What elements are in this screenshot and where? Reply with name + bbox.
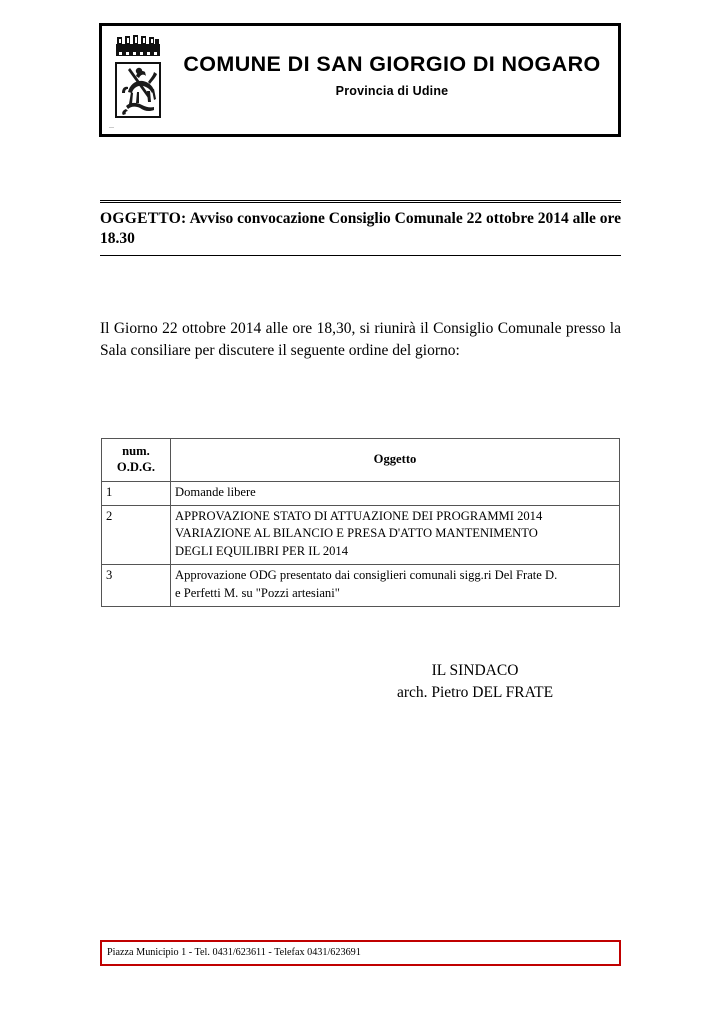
table-row	[102, 505, 620, 565]
agenda-table	[101, 438, 620, 607]
agenda-table-body	[102, 481, 620, 606]
crest-baseline-mark: —	[109, 126, 114, 131]
table-header-row	[102, 439, 620, 482]
body-paragraph: Il Giorno 22 ottobre 2014 alle ore 18,30, si riunirà il Consiglio Comunale presso la Sala consiliare per discutere il seguente ordine del giorno:	[100, 320, 621, 360]
header-cell-oggetto: Oggetto	[171, 439, 620, 482]
province-name: Provincia di Udine	[335, 83, 449, 98]
signature-block	[330, 660, 620, 705]
row-object-line: APPROVAZIONE STATO DI ATTUAZIONE DEI PROGRAMMI 2014	[175, 508, 543, 523]
subject-text: Avviso convocazione Consiglio Comunale 22 ottobre 2014 alle ore 18.30	[100, 210, 621, 248]
row-object-line: VARIAZIONE AL BILANCIO E PRESA D'ATTO MANTENIMENTO	[175, 526, 538, 541]
row-object-line: Domande libere	[175, 484, 256, 499]
letterhead-box	[99, 23, 621, 137]
table-row	[102, 565, 620, 607]
row-number: 1	[102, 481, 171, 505]
header-num-line1: num.	[122, 444, 150, 458]
signature-role: IL SINDACO	[431, 662, 519, 679]
signature-name: arch. Pietro DEL FRATE	[396, 684, 554, 702]
row-object	[171, 505, 620, 565]
footer-box	[100, 940, 621, 966]
row-object	[171, 565, 620, 607]
header-cell-num-odg	[102, 439, 171, 482]
footer-contact-text: Piazza Municipio 1 - Tel. 0431/623611 - Telefax 0431/623691	[107, 946, 361, 958]
subject-label: OGGETTO:	[100, 210, 187, 227]
subject-line	[100, 209, 621, 250]
row-object	[171, 481, 620, 505]
coat-of-arms-icon	[106, 30, 170, 126]
letterhead-text-block	[174, 26, 618, 98]
row-object-line: e Perfetti M. su "Pozzi artesiani"	[175, 586, 340, 601]
row-number: 3	[102, 565, 171, 607]
crest-container	[102, 26, 174, 131]
row-object-line: Approvazione ODG presentato dai consiglieri comunali sigg.ri Del Frate D.	[175, 568, 558, 583]
table-row	[102, 481, 620, 505]
subject-block	[100, 200, 621, 256]
organization-name: COMUNE DI SAN GIORGIO DI NOGARO	[183, 52, 601, 76]
row-number: 2	[102, 505, 171, 565]
row-object-line: DEGLI EQUILIBRI PER IL 2014	[175, 544, 349, 559]
header-num-line2: O.D.G.	[116, 460, 156, 475]
